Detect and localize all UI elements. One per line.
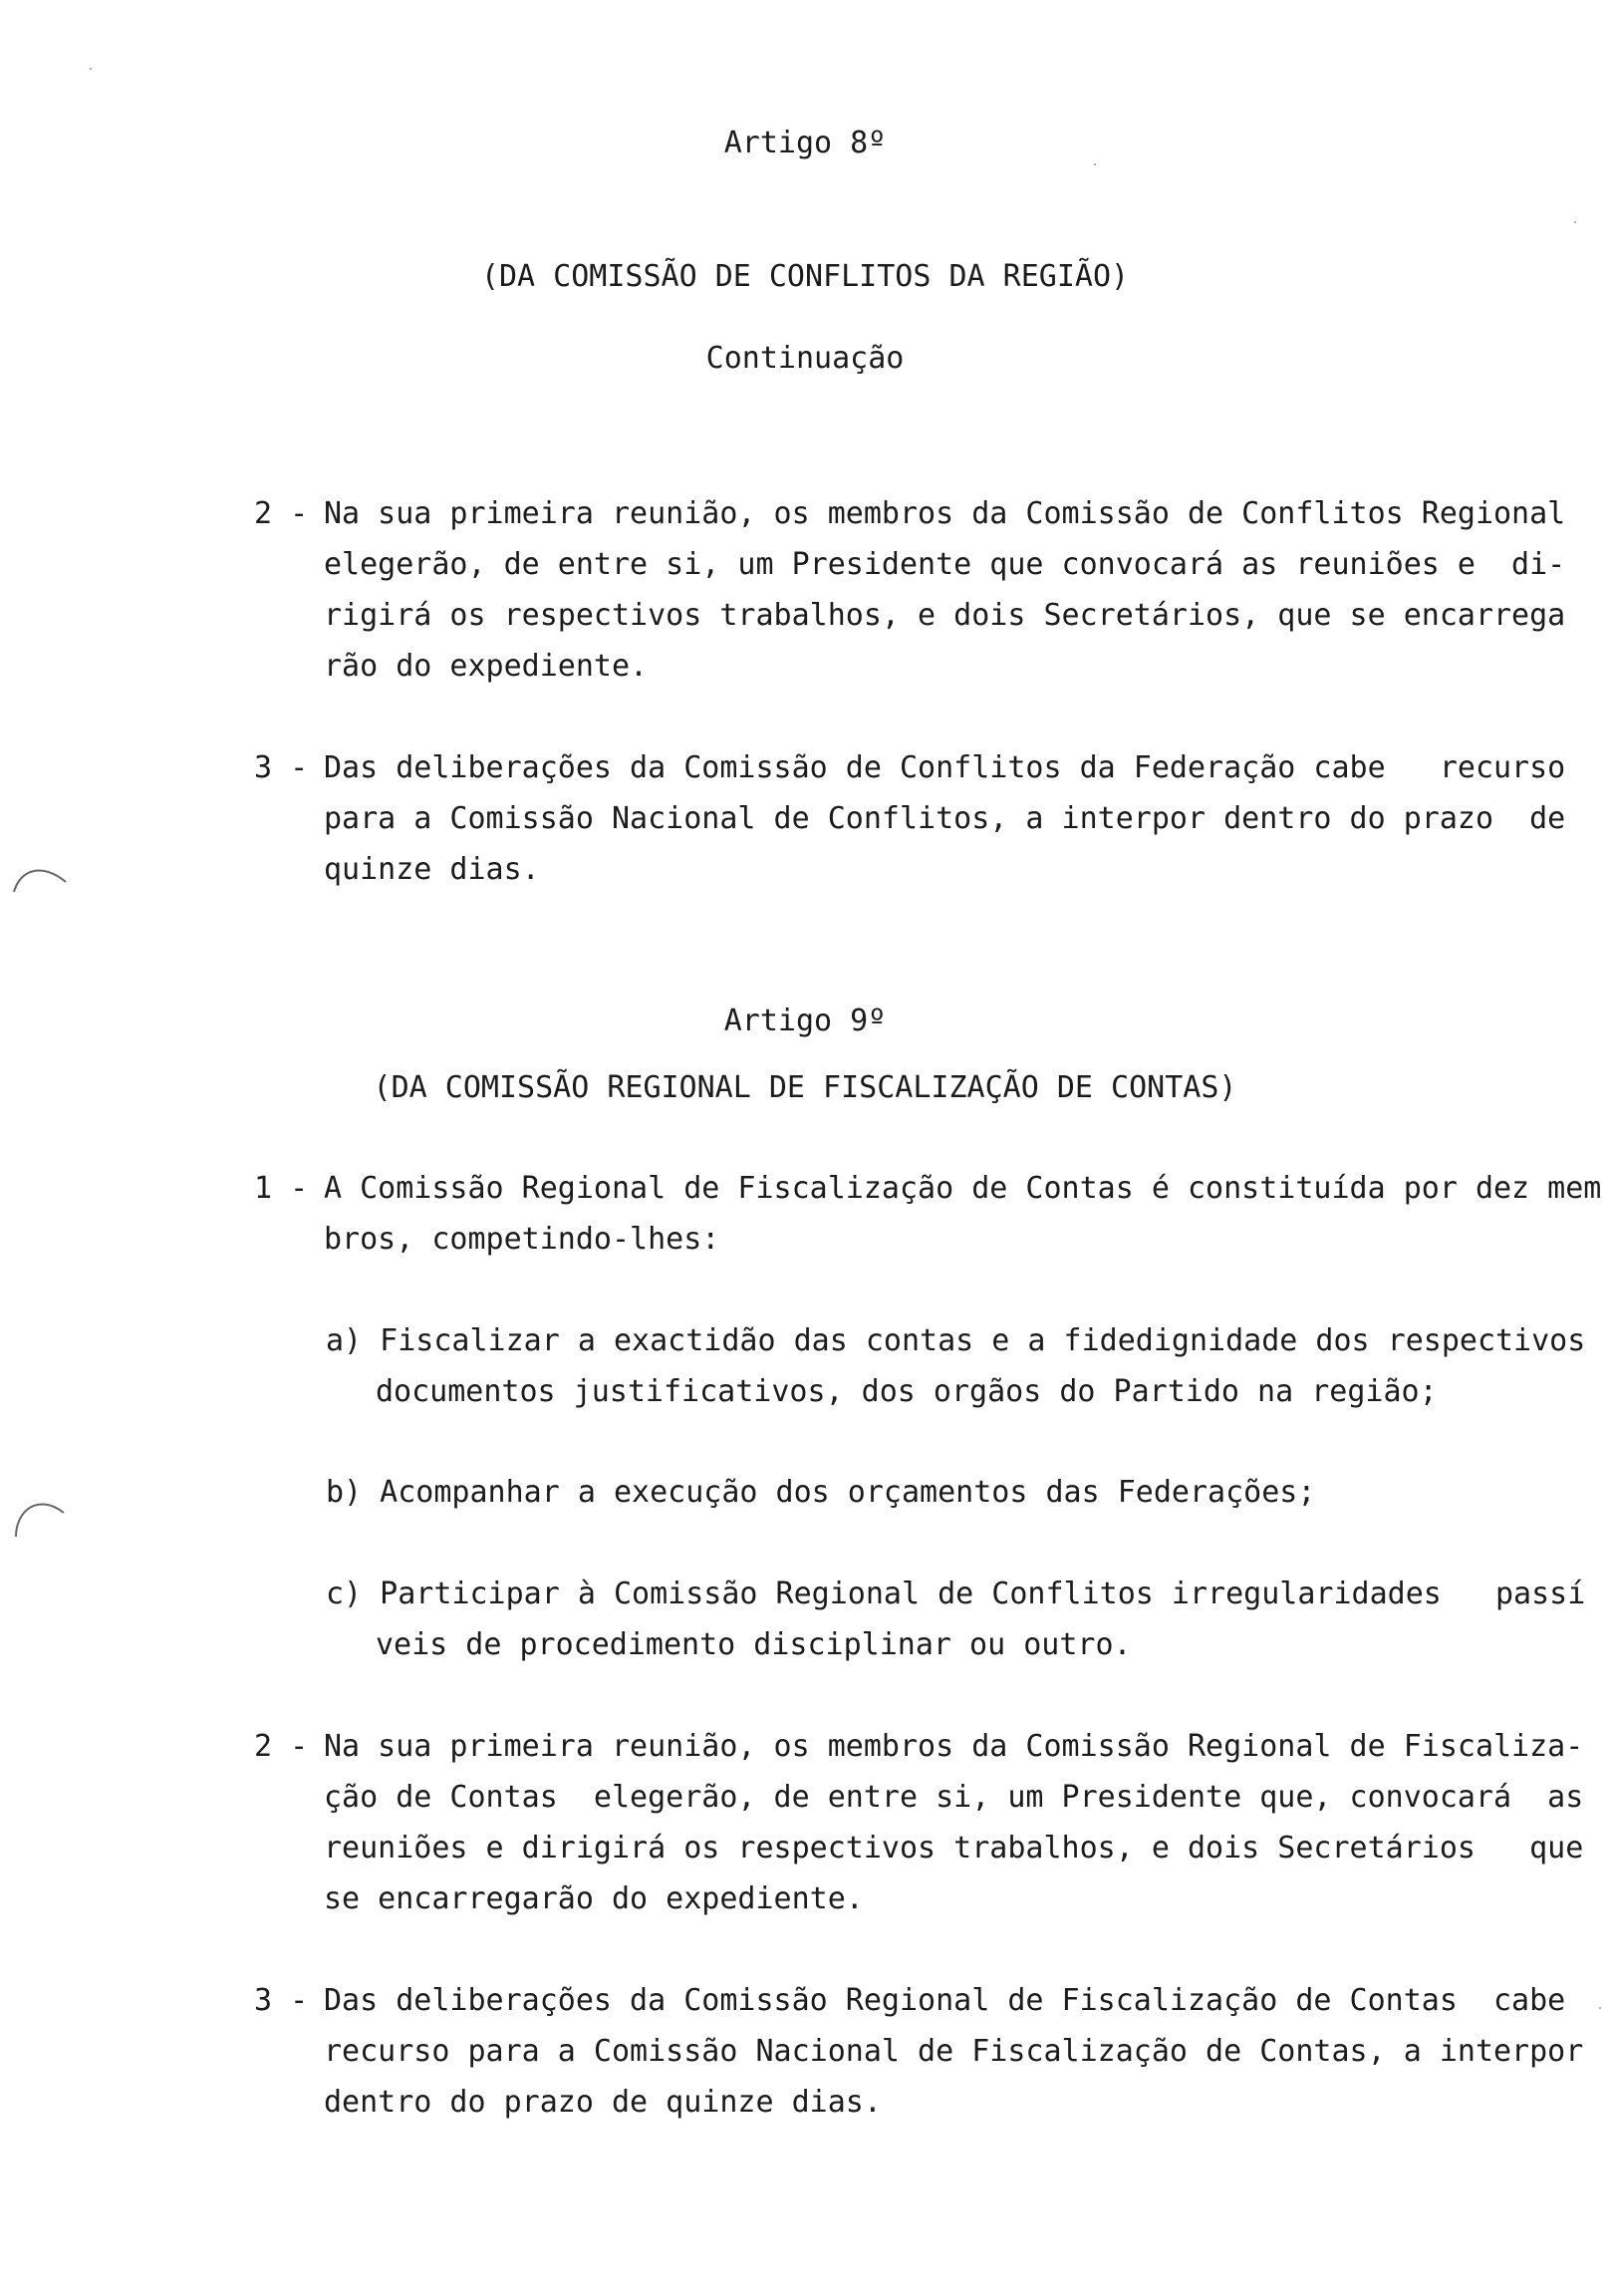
subitem-b-line: b) Acompanhar a execução dos orçamentos das Federações;	[326, 1475, 1316, 1510]
item-line: Na sua primeira reunião, os membros da Comissão de Conflitos Regional	[324, 496, 1566, 531]
item-line: Na sua primeira reunião, os membros da Comissão Regional de Fiscaliza-	[324, 1729, 1584, 1764]
item-line: recurso para a Comissão Nacional de Fiscalização de Contas, a interpor	[324, 2034, 1584, 2069]
scan-speck	[1094, 163, 1096, 165]
item-line: dentro do prazo de quinze dias.	[324, 2085, 882, 2120]
item-line: rão do expediente.	[324, 649, 649, 684]
scan-speck	[90, 68, 92, 70]
item-line: se encarregarão do expediente.	[324, 1881, 864, 1916]
item-line: para a Comissão Nacional de Conflitos, a interpor dentro do prazo de	[324, 801, 1566, 836]
scan-speck	[1599, 2007, 1601, 2009]
item-number: 3 -	[254, 750, 309, 785]
subitem-a-line: documentos justificativos, dos orgãos do Partido na região;	[376, 1374, 1438, 1409]
item-number: 3 -	[254, 1983, 309, 2018]
subitem-a-line: a) Fiscalizar a exactidão das contas e a fidedignidade dos respectivos	[326, 1323, 1586, 1358]
item-line: quinze dias.	[324, 852, 540, 887]
item-number: 1 -	[254, 1171, 309, 1206]
article-8-heading: Artigo 8º	[723, 126, 887, 160]
item-line: Das deliberações da Comissão Regional de Fiscalização de Contas cabe	[324, 1983, 1566, 2018]
scan-speck	[1574, 221, 1576, 223]
item-line: elegerão, de entre si, um Presidente que convocará as reuniões e di-	[324, 547, 1566, 582]
item-line: ção de Contas elegerão, de entre si, um Presidente que, convocará as	[324, 1780, 1584, 1815]
item-line: Das deliberações da Comissão de Conflitos da Federação cabe recurso	[324, 750, 1566, 785]
item-line: rigirá os respectivos trabalhos, e dois Secretários, que se encarrega	[324, 598, 1566, 633]
article-8-continuation: Continuação	[705, 341, 905, 376]
item-line: reuniões e dirigirá os respectivos trabalhos, e dois Secretários que	[324, 1831, 1584, 1866]
subitem-c-line: veis de procedimento disciplinar ou outro.	[376, 1627, 1132, 1662]
article-9-heading: Artigo 9º	[723, 1004, 887, 1038]
article-9-subtitle: (DA COMISSÃO REGIONAL DE FISCALIZAÇÃO DE CONTAS)	[373, 1070, 1237, 1105]
item-number: 2 -	[254, 1729, 309, 1764]
hole-punch-mark	[8, 1485, 78, 1545]
hole-punch-mark	[8, 852, 78, 902]
subitem-c-line: c) Participar à Comissão Regional de Conflitos irregularidades passí	[326, 1577, 1586, 1611]
article-8-subtitle: (DA COMISSÃO DE CONFLITOS DA REGIÃO)	[480, 259, 1130, 294]
item-line: bros, competindo-lhes:	[324, 1222, 720, 1257]
item-number: 2 -	[254, 496, 309, 531]
item-line: A Comissão Regional de Fiscalização de Contas é constituída por dez mem	[324, 1171, 1602, 1206]
